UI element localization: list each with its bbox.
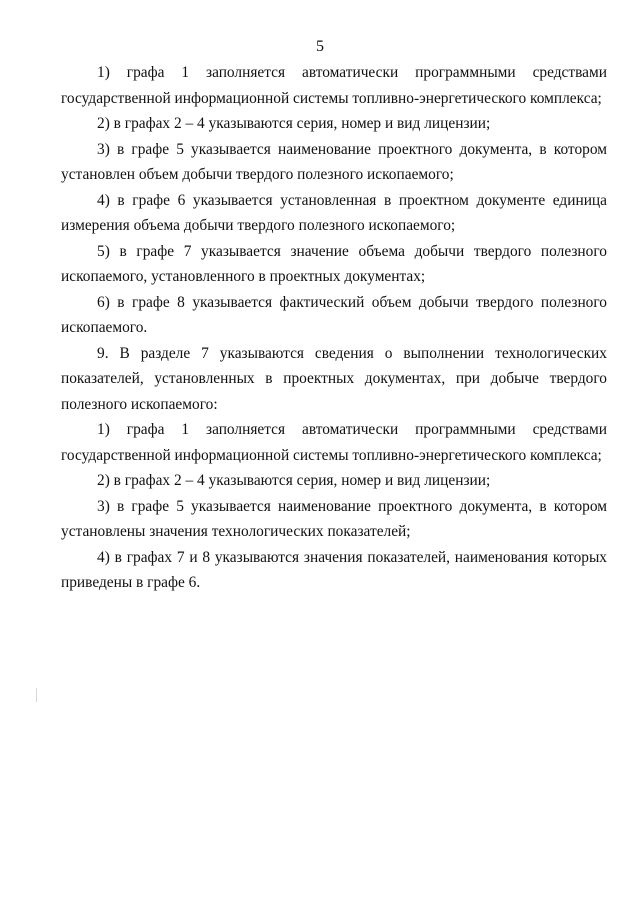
paragraph: 2) в графах 2 – 4 указываются серия, номер и вид лицензии; [97,115,491,132]
paragraph: 3) в графе 5 указывается наименование проектного документа, в котором установлены значения технологических показателей; [61,497,607,540]
paragraph: 4) в графах 7 и 8 указываются значения показателей, наименования которых приведены в графе 6. [61,548,607,591]
paragraph: 3) в графе 5 указывается наименование проектного документа, в котором установлен объем добычи твердого полезного ископаемого; [61,140,607,183]
section-paragraph: 9. В разделе 7 указываются сведения о выполнении технологических показателей, установленных в проектных документах, при добыче твердого полезного ископаемого: [61,344,607,413]
paragraph: 2) в графах 2 – 4 указываются серия, номер и вид лицензии; [97,472,491,489]
paragraph: 1) графа 1 заполняется автоматически программными средствами государственной информационной системы топливно-энергетического комплекса; [61,64,607,107]
paragraph: 4) в графе 6 указывается установленная в проектном документе единица измерения объема добычи твердого полезного ископаемого; [61,191,607,234]
document-body [61,60,607,596]
scan-artifact [36,688,37,702]
page-number: 5 [316,38,324,55]
paragraph: 1) графа 1 заполняется автоматически программными средствами государственной информационной системы топливно-энергетического комплекса; [61,421,607,464]
paragraph: 5) в графе 7 указывается значение объема добычи твердого полезного ископаемого, установленного в проектных документах; [61,242,607,285]
paragraph: 6) в графе 8 указывается фактический объем добычи твердого полезного ископаемого. [61,293,607,336]
